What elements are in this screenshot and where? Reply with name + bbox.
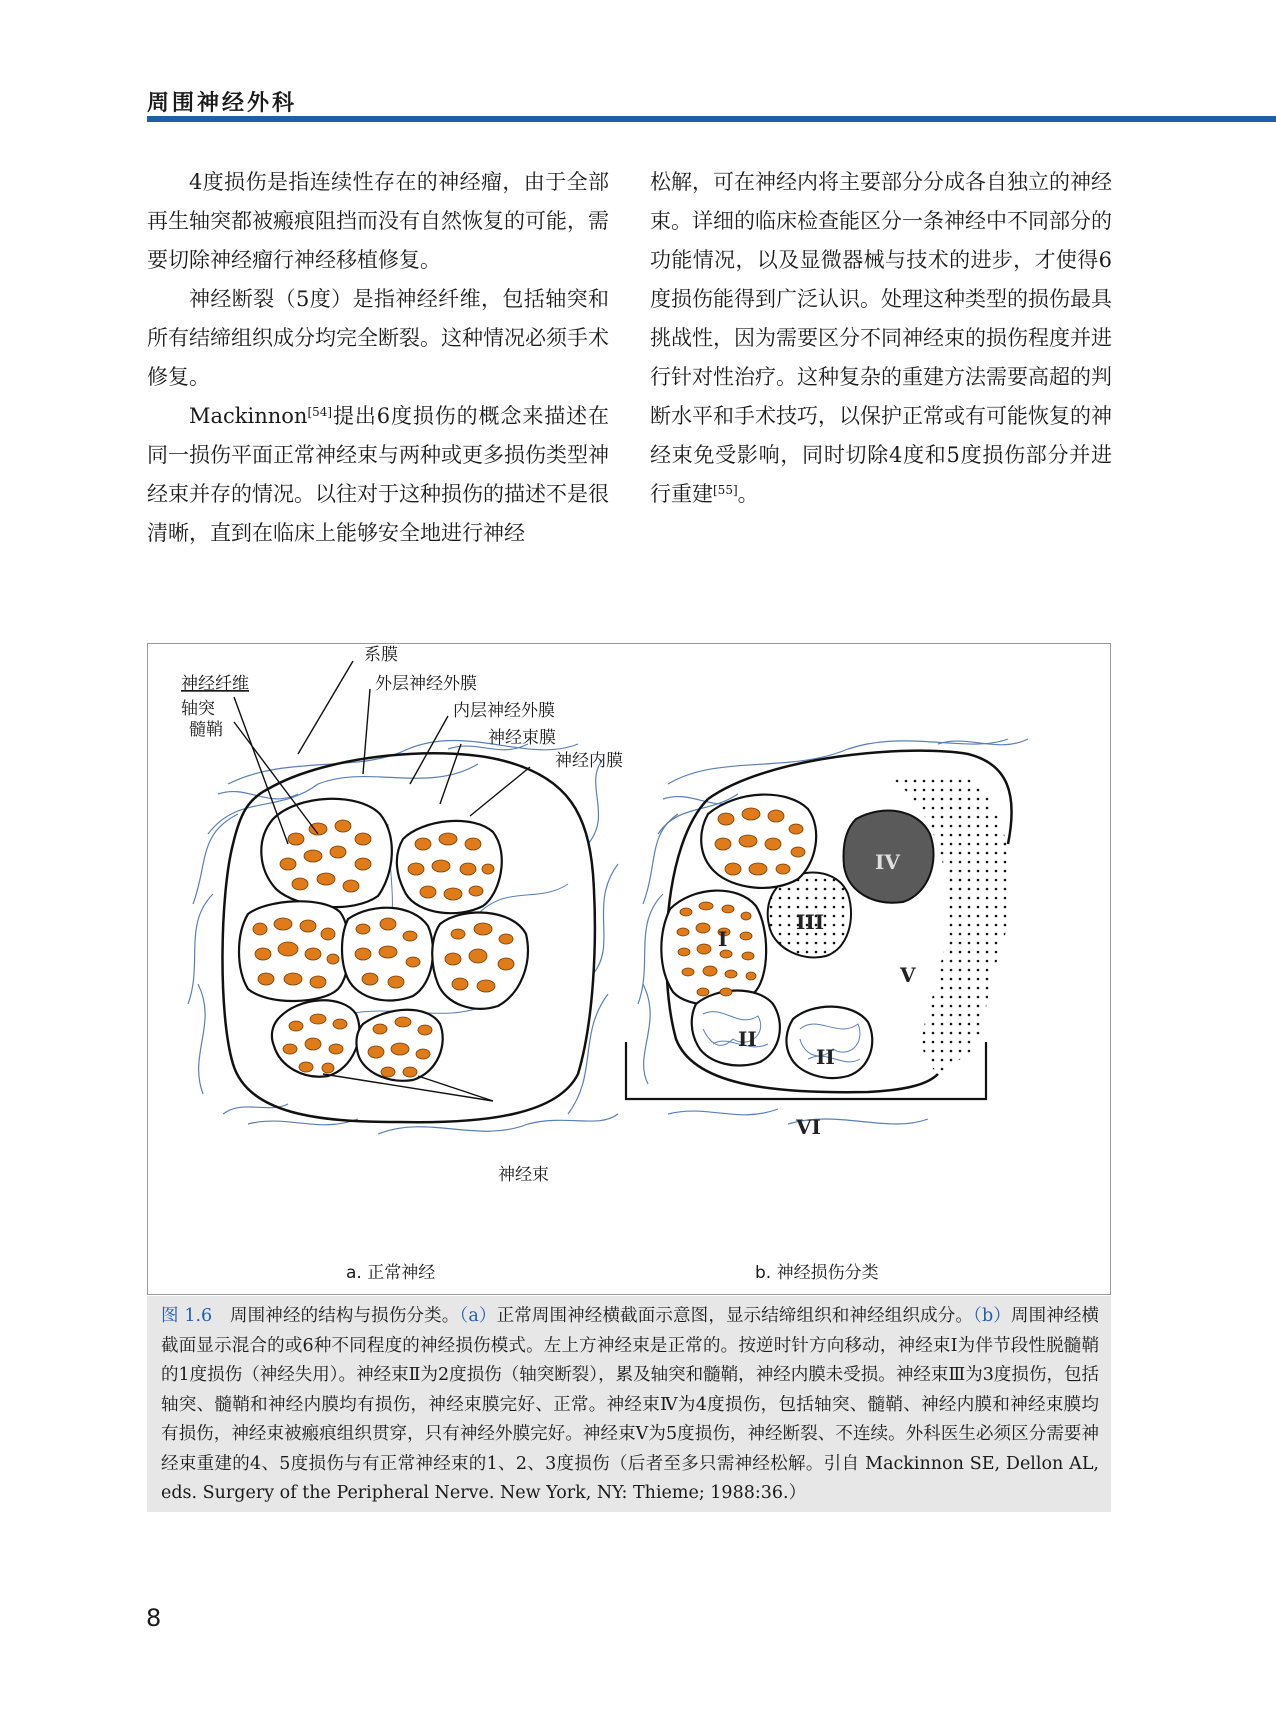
paragraph-4 [650, 163, 1112, 514]
reference-55[interactable]: [55] [713, 483, 738, 497]
label-epineurium-outer: 外层神经外膜 [375, 674, 477, 694]
paragraph-3-text: 提出6度损伤的概念来描述在同一损伤平面正常神经束与两种或更多损伤类型神经束并存的情况。以往对于这种损伤的描述不是很清晰，直到在临床上能够安全地进行神经 [147, 404, 609, 545]
label-fascicles: 神经束 [498, 1165, 549, 1185]
paragraph-4-text: 松解，可在神经内将主要部分分成各自独立的神经束。详细的临床检查能区分一条神经中不同部分的功能情况，以及显微器械与技术的进步，才使得6度损伤能得到广泛认识。处理这种类型的损伤最具挑战性，因为需要区分不同神经束的损伤程度并进行针对性治疗。这种复杂的重建方法需要高超的判断水平和手术技巧，以保护正常或有可能恢复的神经束免受影响，同时切除4度和5度损伤部分并进行重建 [650, 170, 1112, 506]
label-pattern-vi: VI [796, 1115, 821, 1139]
panel-a-normal-nerve [181, 645, 623, 1283]
paragraph-4-end: 。 [737, 482, 759, 506]
label-fascicle-i: I [718, 927, 728, 951]
fascicle-i [661, 891, 766, 1005]
label-endoneurium: 神经内膜 [555, 751, 623, 771]
paragraph-2: 神经断裂（5度）是指神经纤维，包括轴突和所有结缔组织成分均完全断裂。这种情况必须手术修复。 [147, 287, 609, 389]
label-fascicle-iv: IV [875, 850, 900, 874]
header-rule [147, 116, 1276, 122]
caption-a-text: 正常周围神经横截面示意图，显示结缔组织和神经组织成分。 [496, 1306, 974, 1326]
running-title: 周围神经外科 [147, 91, 298, 116]
fascicle-ii-left [692, 991, 780, 1066]
label-axon: 轴突 [181, 699, 215, 719]
label-epineurium-inner: 内层神经外膜 [453, 701, 555, 721]
figure-caption [161, 1302, 1099, 1509]
label-mesoneurium: 系膜 [364, 645, 398, 665]
caption-a-tag: （a） [459, 1306, 497, 1326]
reference-54[interactable]: [54] [307, 405, 333, 419]
author-name: Mackinnon [189, 404, 308, 428]
label-nerve-fiber: 神经纤维 [181, 674, 249, 694]
body-column-right [650, 163, 1112, 514]
nerve-diagram [148, 644, 1110, 1294]
label-perineurium: 神经束膜 [488, 728, 556, 748]
paragraph-3 [147, 397, 609, 553]
fascicles-a [239, 799, 528, 1081]
label-fascicle-iii: III [796, 910, 825, 934]
body-column-left [147, 163, 609, 553]
panel-b-caption: b. 神经损伤分类 [755, 1263, 879, 1283]
label-myelin: 髓鞘 [189, 720, 223, 740]
panel-b-injury-classification [626, 739, 1028, 1283]
figure-number: 图 1.6 [161, 1306, 213, 1326]
figure-caption-box [147, 1296, 1111, 1512]
caption-b-tag: （b） [973, 1306, 1011, 1326]
caption-b-text: 周围神经横截面显示混合的或6种不同程度的神经损伤模式。左上方神经束是正常的。按逆时针方向移动，神经束Ⅰ为伴节段性脱髓鞘的1度损伤（神经失用）。神经束Ⅱ为2度损伤（轴突断裂），累及轴突和髓鞘，神经内膜未受损。神经束Ⅲ为3度损伤，包括轴突、髓鞘和神经内膜均有损伤，神经束膜完好、正常。神经束Ⅳ为4度损伤，包括轴突、髓鞘、神经内膜和神经束膜均有损伤，神经束被瘢痕组织贯穿，只有神经外膜完好。神经束Ⅴ为5度损伤，神经断裂、不连续。外科医生必须区分需要神经束重建的4、5度损伤与有正常神经束的1、2、3度损伤（后者至多只需神经松解。引自 Mackinnon SE, Dellon AL, eds. Surgery of the Peripheral Nerve. New York, NY: Thieme; 1988:36.） [161, 1306, 1100, 1503]
caption-title: 周围神经的结构与损伤分类。 [230, 1306, 460, 1326]
label-fascicle-v: V [900, 963, 916, 987]
page-number: 8 [146, 1604, 162, 1632]
paragraph-1: 4度损伤是指连续性存在的神经瘤，由于全部再生轴突都被瘢痕阻挡而没有自然恢复的可能，需要切除神经瘤行神经移植修复。 [147, 170, 609, 272]
label-fascicle-ii-left: II [738, 1027, 757, 1051]
panel-a-caption: a. 正常神经 [346, 1263, 436, 1283]
label-fascicle-ii-right: II [816, 1045, 835, 1069]
figure-1-6 [147, 643, 1111, 1295]
